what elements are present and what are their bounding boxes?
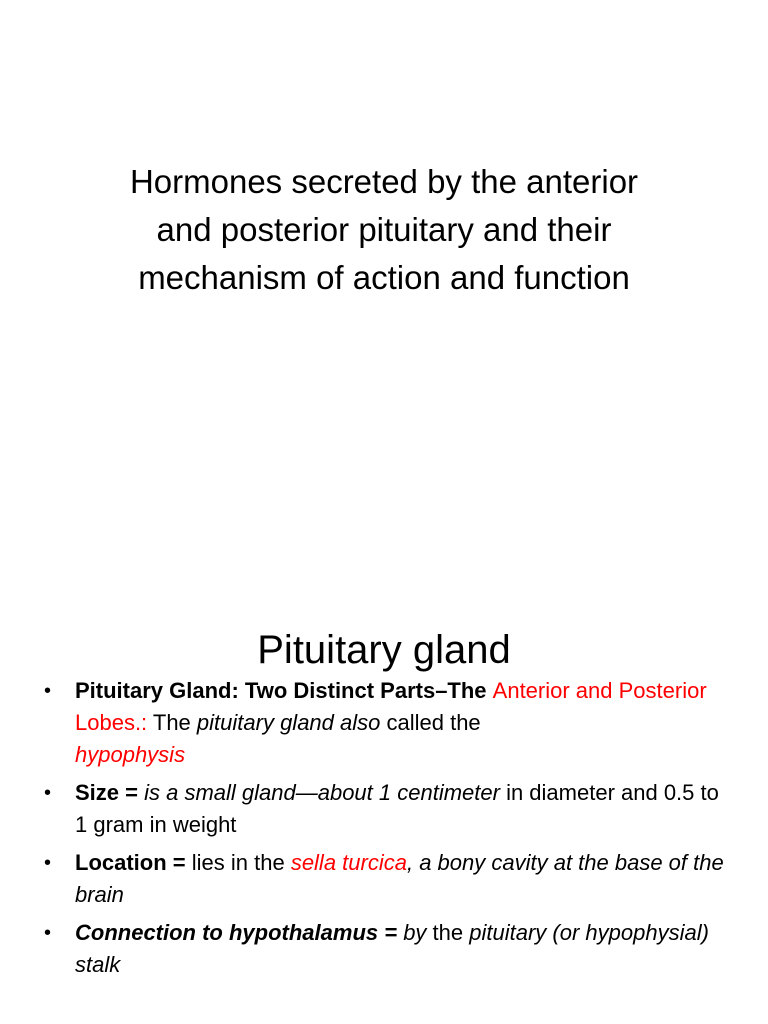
slide-1-title [40, 158, 728, 302]
highlight-text: Anterior and Posterior Lobes.: [75, 678, 707, 735]
italic-text: is a small gland—about 1 centimeter [144, 780, 500, 805]
slide-2-title: Pituitary gland [257, 628, 511, 672]
bullet-icon: • [44, 782, 52, 804]
bullet-item-connection [44, 917, 734, 981]
bullet-icon: • [44, 680, 52, 702]
bullet-lead: Size = [75, 780, 145, 805]
title-line: Hormones secreted by the anterior [129, 163, 639, 200]
highlight-term: sella turcica [290, 850, 407, 875]
highlight-term: hypophysis [75, 742, 186, 767]
body-text: called the [380, 710, 481, 735]
bullet-item-parts [44, 675, 734, 771]
bullet-list [44, 675, 734, 987]
bullet-lead: Location = [75, 850, 192, 875]
bullet-lead: Pituitary Gland: Two Distinct Parts–The [75, 678, 493, 703]
italic-text: pituitary gland also [196, 710, 381, 735]
body-text: in diameter and 0.5 to 1 gram in weight [75, 780, 719, 837]
bullet-lead: Connection to hypothalamus = [75, 920, 404, 945]
bullet-item-location [44, 847, 734, 911]
slide-pituitary-gland [0, 512, 768, 1024]
italic-text: pituitary (or hypophysial) stalk [75, 920, 709, 977]
body-text: lies in the [191, 850, 291, 875]
body-text: The [147, 710, 197, 735]
bullet-icon: • [44, 852, 52, 874]
bullet-icon: • [44, 922, 52, 944]
title-line: and posterior pituitary and their [156, 211, 612, 248]
italic-text: by [403, 920, 427, 945]
bullet-item-size [44, 777, 734, 841]
title-line: mechanism of action and function [138, 259, 630, 296]
body-text: the [426, 920, 470, 945]
italic-text: , a bony cavity at the base of the brain [75, 850, 724, 907]
